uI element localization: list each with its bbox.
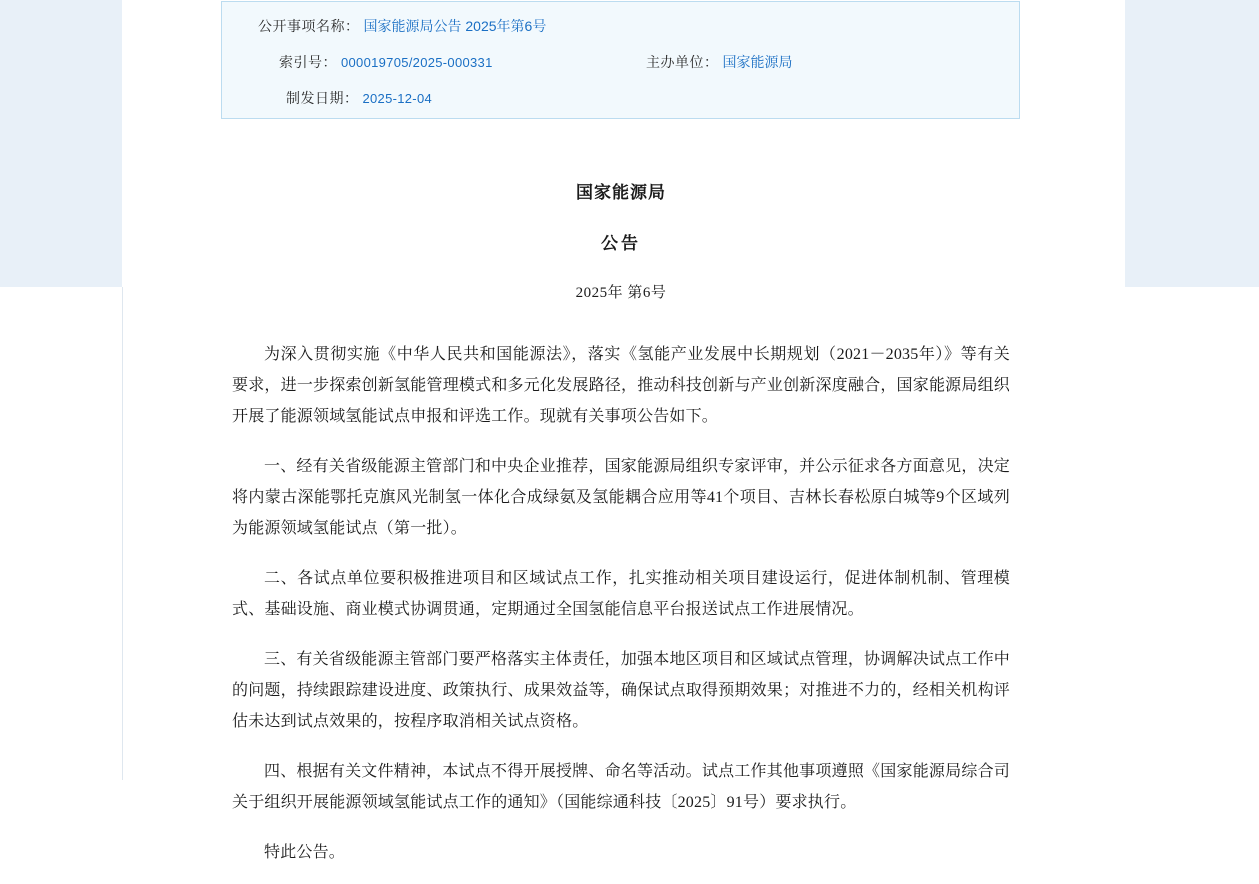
- document-paragraph: 三、有关省级能源主管部门要严格落实主体责任，加强本地区项目和区域试点管理，协调解决试点工作中的问题，持续跟踪建设进度、政策执行、成果效益等，确保试点取得预期效果；对推进不力的，经相关机构评估未达到试点效果的，按程序取消相关试点资格。: [232, 651, 1010, 730]
- meta-label-organizer: 主办单位：: [646, 54, 719, 70]
- meta-label-date: 制发日期：: [286, 90, 359, 106]
- meta-value-title[interactable]: 国家能源局公告 2025年第6号: [363, 18, 547, 34]
- meta-row-title: [258, 16, 546, 36]
- document-paragraph: 为深入贯彻实施《中华人民共和国能源法》，落实《氢能产业发展中长期规划（2021－2035年）》等有关要求，进一步探索创新氢能管理模式和多元化发展路径，推动科技创新与产业创新深度融合，国家能源局组织开展了能源领域氢能试点申报和评选工作。现就有关事项公告如下。: [232, 346, 1010, 425]
- document-type: 公告: [601, 234, 641, 253]
- document-issuer: 国家能源局: [576, 183, 666, 202]
- document-paragraph: 四、根据有关文件精神，本试点不得开展授牌、命名等活动。试点工作其他事项遵照《国家能源局综合司关于组织开展能源领域氢能试点工作的通知》（国能综通科技〔2025〕91号）要求执行。: [232, 763, 1010, 811]
- document-body: [232, 160, 1010, 884]
- document-metadata-box: [221, 1, 1020, 119]
- meta-row-index: [279, 52, 493, 72]
- meta-value-index: 000019705/2025-000331: [341, 55, 493, 70]
- document-paragraph: 一、经有关省级能源主管部门和中央企业推荐，国家能源局组织专家评审，并公示征求各方面意见，决定将内蒙古深能鄂托克旗风光制氢一体化合成绿氨及氢能耦合应用等41个项目、吉林长春松原白城等9个区域列为能源领域氢能试点（第一批）。: [232, 458, 1010, 537]
- meta-label-title: 公开事项名称：: [258, 18, 360, 34]
- meta-row-organizer: [646, 52, 793, 72]
- document-number: 2025年 第6号: [575, 285, 667, 301]
- meta-value-date: 2025-12-04: [362, 91, 432, 106]
- meta-value-organizer: 国家能源局: [722, 54, 793, 70]
- document-paragraph: 二、各试点单位要积极推进项目和区域试点工作，扎实推动相关项目建设运行，促进体制机制、管理模式、基础设施、商业模式协调贯通，定期通过全国氢能信息平台报送试点工作进展情况。: [232, 570, 1010, 618]
- meta-row-date: [286, 88, 432, 108]
- meta-label-index: 索引号：: [279, 54, 337, 70]
- document-paragraph: 特此公告。: [264, 844, 346, 861]
